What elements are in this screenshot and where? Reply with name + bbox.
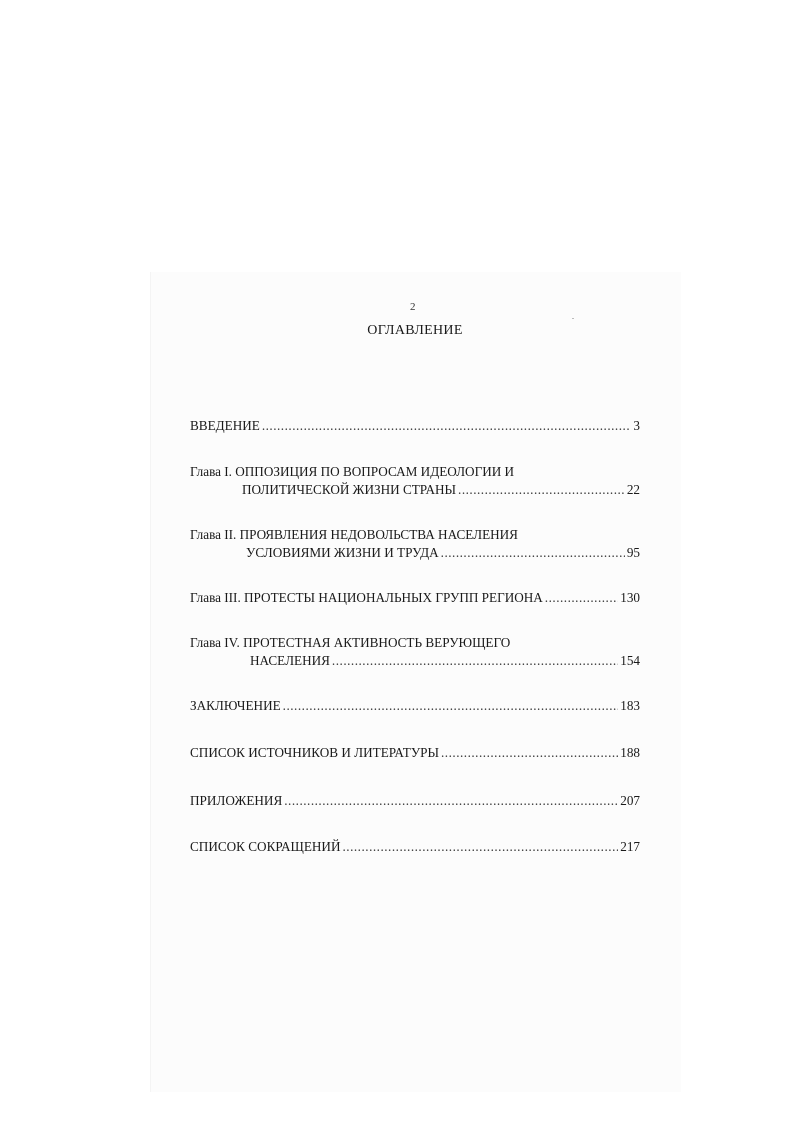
toc-entry-chapter-4 [190, 634, 640, 670]
dot-leader [545, 589, 618, 607]
toc-entry-chapter-2 [190, 526, 640, 562]
dot-leader [284, 792, 618, 810]
toc-entry-label-continued: ПОЛИТИЧЕСКОЙ ЖИЗНИ СТРАНЫ [242, 482, 457, 497]
toc-entry-label: ЗАКЛЮЧЕНИЕ [190, 698, 281, 713]
toc-entry-label: Глава II. ПРОЯВЛЕНИЯ НЕДОВОЛЬСТВА НАСЕЛЕНИЯ [190, 527, 518, 542]
toc-page-number: 207 [620, 793, 640, 808]
toc-page-number: 183 [620, 698, 640, 713]
page-title: ОГЛАВЛЕНИЕ [367, 323, 463, 338]
toc-entry-appendices [190, 792, 640, 810]
dot-leader [283, 697, 619, 715]
toc-entry-label-continued: УСЛОВИЯМИ ЖИЗНИ И ТРУДА [246, 545, 439, 560]
toc-entry-chapter-3 [190, 589, 640, 607]
toc-page-number: 154 [620, 653, 640, 668]
dot-leader [458, 481, 625, 499]
toc-entry-abbreviations [190, 838, 640, 856]
dot-leader [441, 744, 618, 762]
scanned-page [150, 272, 681, 1092]
toc-entry-conclusion [190, 697, 640, 715]
toc-page-number: 130 [620, 590, 640, 605]
toc-entry-label: СПИСОК СОКРАЩЕНИЙ [190, 839, 341, 854]
dot-leader [332, 652, 618, 670]
toc-page-number: 22 [626, 482, 640, 497]
toc-entry-label: Глава IV. ПРОТЕСТНАЯ АКТИВНОСТЬ ВЕРУЮЩЕГО [190, 635, 511, 650]
toc-entry-label: ПРИЛОЖЕНИЯ [190, 793, 283, 808]
toc-entry-introduction [190, 417, 640, 435]
toc-entry-label: Глава III. ПРОТЕСТЫ НАЦИОНАЛЬНЫХ ГРУПП РЕГИОНА [190, 590, 543, 605]
toc-page-number: 3 [633, 418, 640, 433]
toc-entry-label: Глава I. ОППОЗИЦИЯ ПО ВОПРОСАМ ИДЕОЛОГИИ И [190, 464, 515, 479]
toc-entry-label-continued: НАСЕЛЕНИЯ [250, 653, 330, 668]
dot-leader [342, 838, 618, 856]
toc-entry-sources [190, 744, 640, 762]
toc-page-number: 217 [620, 839, 640, 854]
toc-page-number: 95 [626, 545, 640, 560]
dot-leader [441, 544, 625, 562]
toc-page-number: 188 [620, 745, 640, 760]
scan-speck [572, 318, 574, 319]
page-number: 2 [410, 301, 416, 313]
toc-entry-label: СПИСОК ИСТОЧНИКОВ И ЛИТЕРАТУРЫ [190, 745, 439, 760]
dot-leader [262, 417, 632, 435]
toc-entry-chapter-1 [190, 463, 640, 499]
toc-entry-label: ВВЕДЕНИЕ [190, 418, 260, 433]
